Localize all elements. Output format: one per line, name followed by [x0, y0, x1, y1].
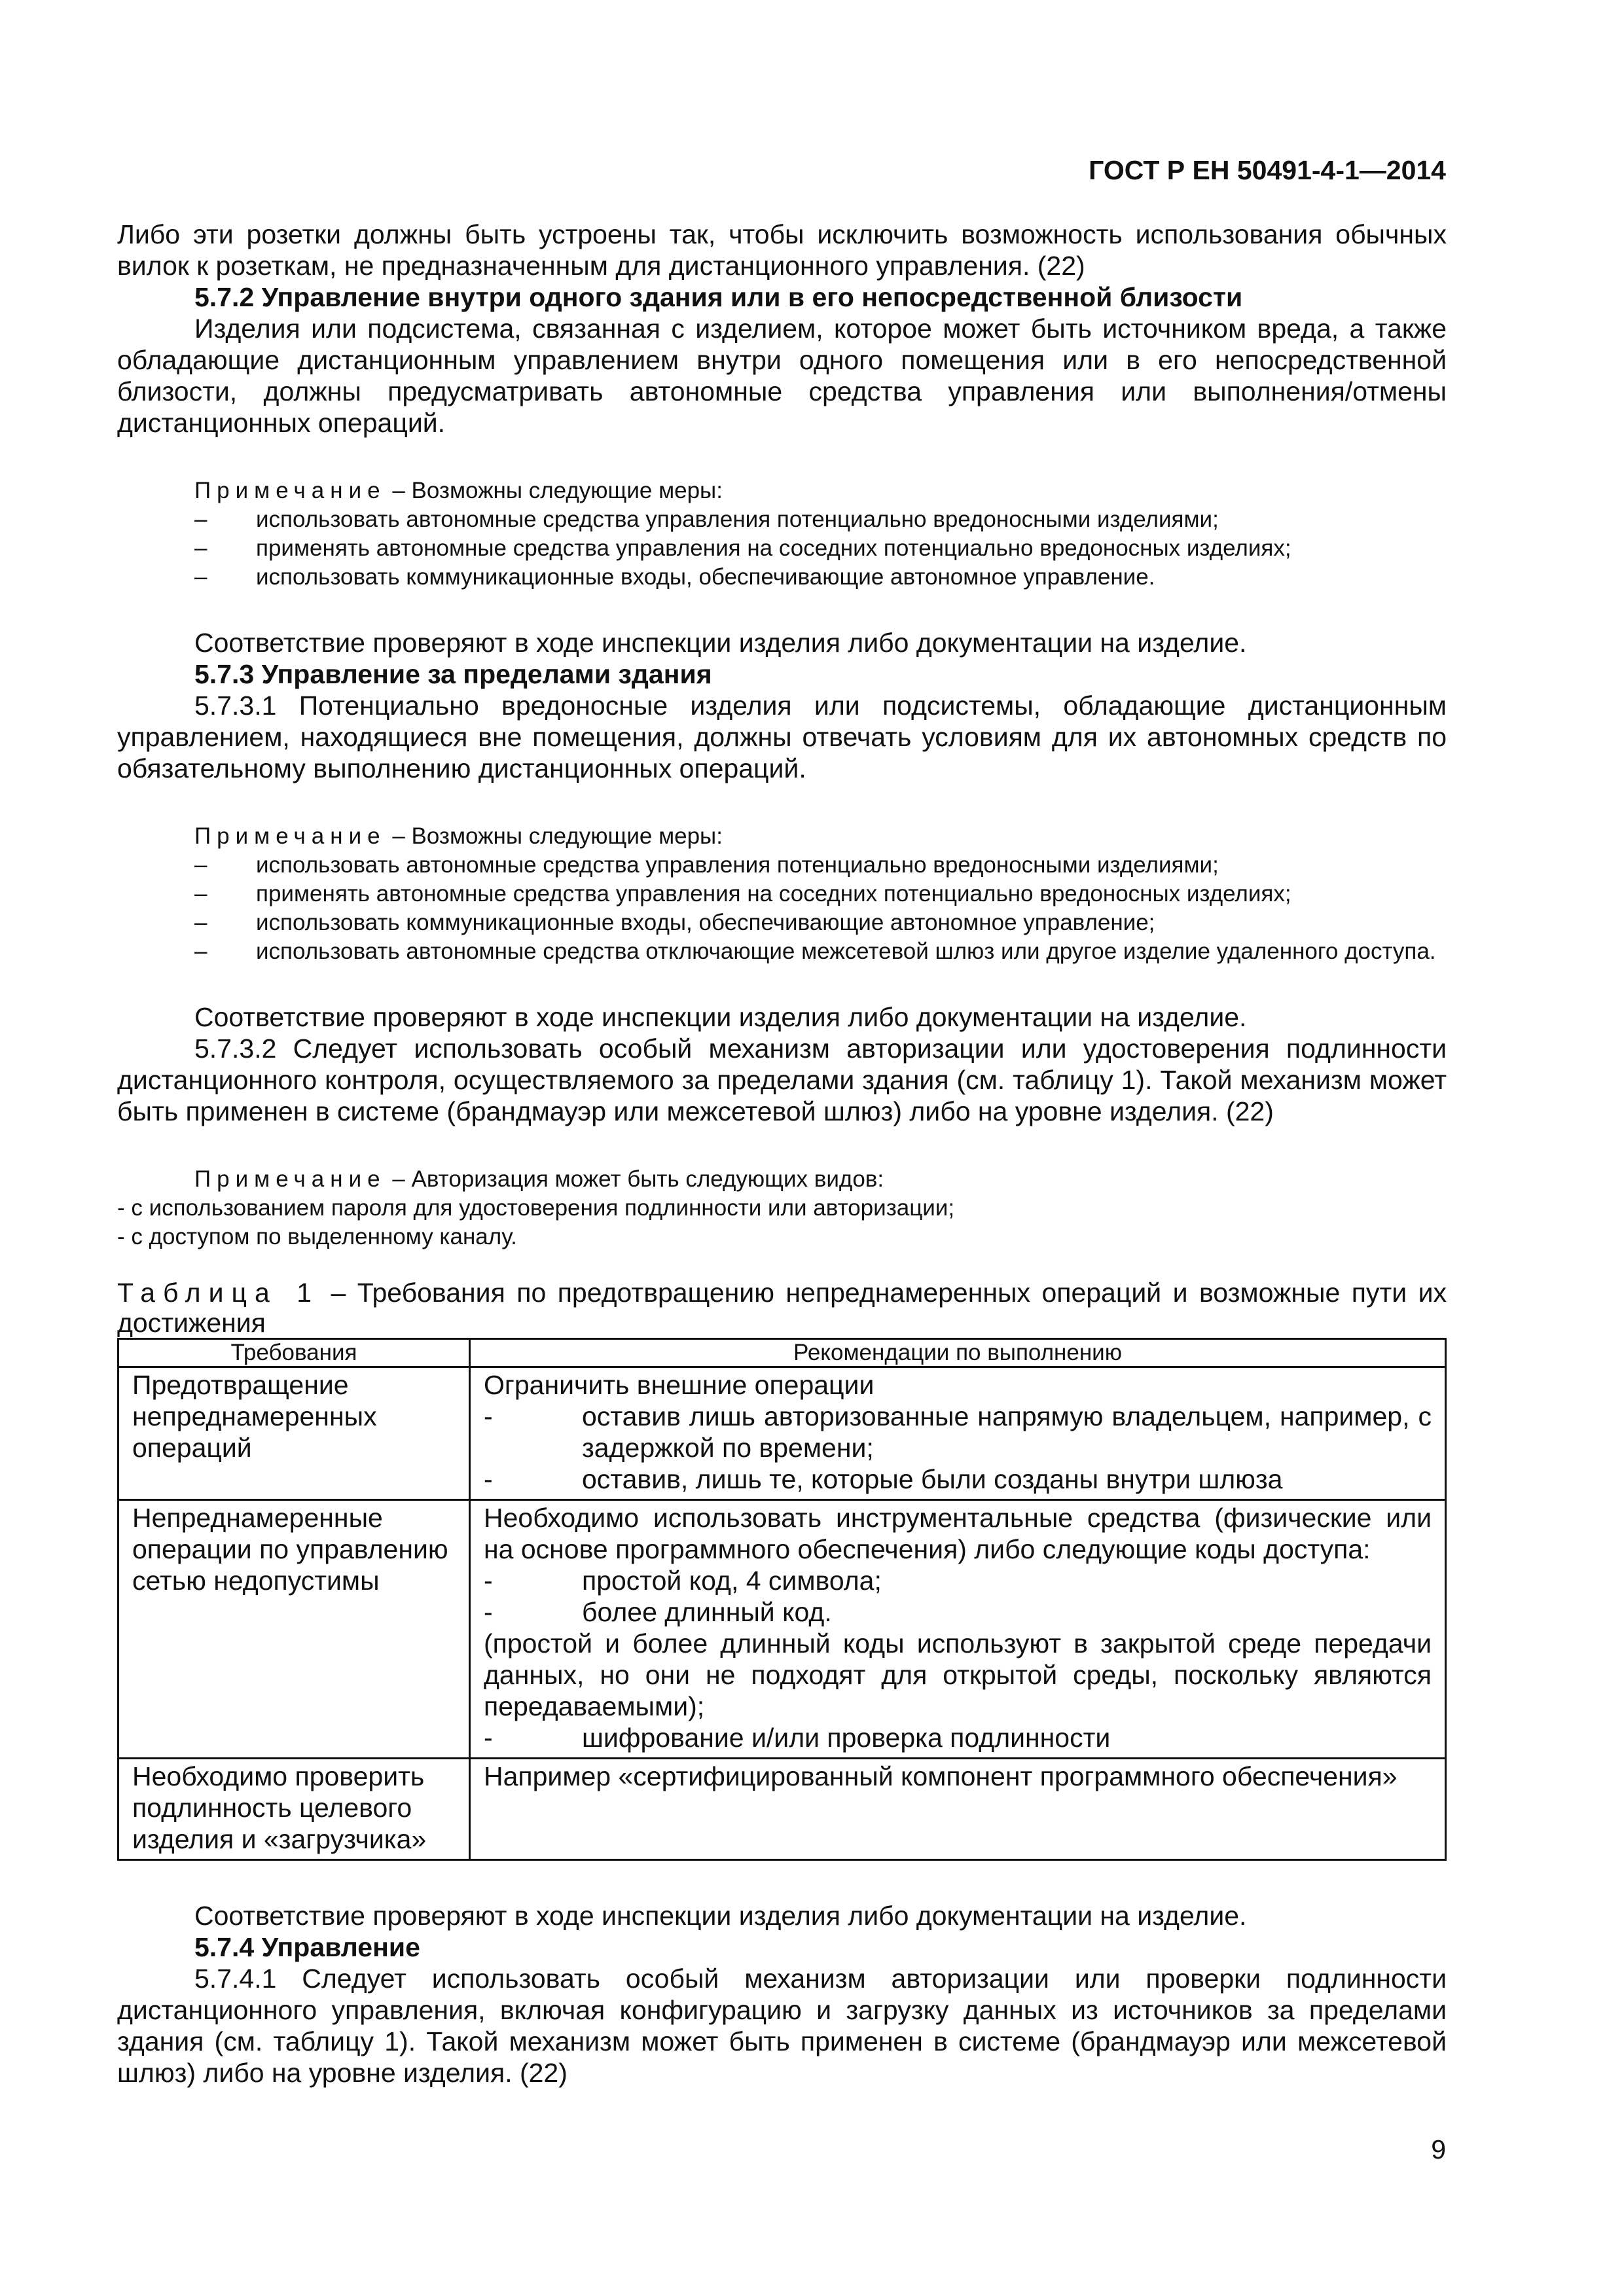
recommendation-cell [470, 1367, 1446, 1500]
requirements-table [117, 1338, 1447, 1861]
note-heading [117, 822, 1447, 851]
list-item: - с доступом по выделенному каналу. [117, 1224, 517, 1249]
compliance-paragraph: Соответствие проверяют в ходе инспекции изделия либо документации на изделие. [194, 1002, 1247, 1032]
list-item-text: использовать автономные средства отключающие межсетевой шлюз или другое изделие удаленного доступа. [256, 939, 1436, 964]
cell-dash-item [484, 1401, 1432, 1463]
table-row [118, 1500, 1446, 1759]
cell-text: Например «сертифицированный компонент программного обеспечения» [484, 1761, 1398, 1791]
list-item: - с использованием пароля для удостоверения подлинности или авторизации; [117, 1195, 955, 1221]
intro-paragraph: Либо эти розетки должны быть устроены так, чтобы исключить возможность использования обычных вилок к розеткам, не предназначенным для дистанционного управления. (22) [117, 219, 1447, 281]
list-item-text: использовать автономные средства управления потенциально вредоносными изделиями; [256, 507, 1219, 532]
section-5-7-3-2-paragraph: 5.7.3.2 Следует использовать особый механизм авторизации или удостоверения подлинности дистанционного контроля, осуществляемого за пределами здания (см. таблицу 1). Такой механизм может быть применен в системе (брандмауэр или межсетевой шлюз) либо на уровне изделия. (22) [117, 1033, 1447, 1126]
dash-marker: - [484, 1401, 493, 1431]
note-label: Примечание [194, 478, 386, 503]
cell-dash-text: более длинный код. [582, 1597, 832, 1627]
page-number: 9 [1431, 2134, 1446, 2164]
recommendation-cell [470, 1759, 1446, 1860]
list-item-text: использовать автономные средства управления потенциально вредоносными изделиями; [256, 852, 1219, 878]
note-label: Примечание [194, 1166, 386, 1192]
dash-marker: – [194, 535, 208, 561]
compliance-paragraph: Соответствие проверяют в ходе инспекции изделия либо документации на изделие. [194, 1901, 1247, 1931]
list-item [117, 563, 1447, 592]
section-5-7-3-1-paragraph: 5.7.3.1 Потенциально вредоносные изделия или подсистемы, обладающие дистанционным управлением, находящиеся вне помещения, должны отвечать условиям для их автономных средств по обязательному выполнению дистанционных операций. [117, 691, 1447, 783]
cell-dash-text: оставив, лишь те, которые были созданы внутри шлюза [582, 1464, 1283, 1494]
table-row [118, 1367, 1446, 1500]
cell-text: Ограничить внешние операции [484, 1370, 875, 1400]
list-item-text: применять автономные средства управления на соседних потенциально вредоносных изделиях; [256, 535, 1291, 561]
section-5-7-3-title: 5.7.3 Управление за пределами здания [194, 659, 712, 689]
dash-marker: – [194, 507, 208, 532]
list-item [117, 534, 1447, 563]
list-item-text: использовать коммуникационные входы, обеспечивающие автономное управление. [256, 564, 1155, 590]
note-5-7-3-1 [117, 822, 1447, 966]
list-item [117, 505, 1447, 534]
list-item-text: применять автономные средства управления на соседних потенциально вредоносных изделиях; [256, 881, 1291, 906]
requirement-cell: Предотвращение непреднамеренных операций [118, 1367, 470, 1500]
list-item-text: использовать коммуникационные входы, обеспечивающие автономное управление; [256, 910, 1155, 935]
note-text: – Возможны следующие меры: [392, 823, 723, 849]
dash-marker: – [194, 852, 208, 878]
dash-marker: – [194, 939, 208, 964]
table-caption-text: – Требования по предотвращению непреднамеренных операций и возможные пути их достижения [117, 1278, 1447, 1338]
cell-text: (простой и более длинный коды используют в закрытой среде передачи данных, но они не подходят для открытой среды, поскольку являются передаваемыми); [484, 1628, 1432, 1721]
cell-dash-item [484, 1596, 1432, 1628]
note-label: Примечание [194, 823, 386, 849]
dash-marker: - [484, 1464, 493, 1494]
page-body [117, 219, 1447, 2089]
note-text: – Авторизация может быть следующих видов: [392, 1166, 884, 1192]
dash-marker: - [484, 1597, 493, 1627]
cell-dash-text: оставив лишь авторизованные напрямую владельцем, например, с задержкой по времени; [582, 1401, 1432, 1463]
section-5-7-2-paragraph: Изделия или подсистема, связанная с изделием, которое может быть источником вреда, а также обладающие дистанционным управлением внутри одного помещения или в его непосредственной близости, должны предусматривать автономные средства управления или выполнения/отмены дистанционных операций. [117, 314, 1447, 438]
note-heading [117, 476, 1447, 505]
dash-marker: – [194, 564, 208, 590]
column-header-recommendations: Рекомендации по выполнению [470, 1339, 1446, 1367]
cell-dash-text: простой код, 4 символа; [582, 1566, 882, 1596]
cell-dash-item [484, 1463, 1432, 1495]
table-row [118, 1759, 1446, 1860]
recommendation-cell [470, 1500, 1446, 1759]
note-heading [117, 1165, 1447, 1194]
section-5-7-4-1-paragraph: 5.7.4.1 Следует использовать особый механизм авторизации или проверки подлинности дистанционного управления, включая конфигурацию и загрузку данных из источников за пределами здания (см. таблицу 1). Такой механизм может быть применен в системе (брандмауэр или межсетевой шлюз) либо на уровне изделия. (22) [117, 1964, 1447, 2088]
list-item [117, 851, 1447, 880]
table-caption-label: Таблица 1 [117, 1278, 320, 1308]
note-text: – Возможны следующие меры: [392, 478, 723, 503]
dash-marker: – [194, 910, 208, 935]
table-header-row [118, 1339, 1446, 1367]
section-5-7-4-title: 5.7.4 Управление [194, 1932, 420, 1962]
cell-text: Необходимо использовать инструментальные средства (физические или на основе программного обеспечения) либо следующие коды доступа: [484, 1503, 1432, 1564]
dash-marker: – [194, 881, 208, 906]
section-5-7-2-title: 5.7.2 Управление внутри одного здания или в его непосредственной близости [194, 282, 1243, 312]
dash-marker: - [484, 1566, 493, 1596]
column-header-requirements: Требования [118, 1339, 470, 1367]
dash-marker: - [484, 1723, 493, 1753]
cell-dash-item [484, 1565, 1432, 1596]
compliance-paragraph: Соответствие проверяют в ходе инспекции изделия либо документации на изделие. [194, 628, 1247, 658]
cell-dash-item [484, 1722, 1432, 1753]
note-5-7-3-2 [117, 1165, 1447, 1251]
table-caption [117, 1278, 1447, 1338]
list-item [117, 880, 1447, 908]
cell-dash-text: шифрование и/или проверка подлинности [582, 1723, 1111, 1753]
list-item [117, 908, 1447, 937]
document-standard-id: ГОСТ Р ЕН 50491-4-1—2014 [1089, 155, 1446, 185]
requirement-cell: Непреднамеренные операции по управлению сетью недопустимы [118, 1500, 470, 1759]
list-item [117, 937, 1447, 966]
requirement-cell: Необходимо проверить подлинность целевого изделия и «загрузчика» [118, 1759, 470, 1860]
note-5-7-2 [117, 476, 1447, 592]
